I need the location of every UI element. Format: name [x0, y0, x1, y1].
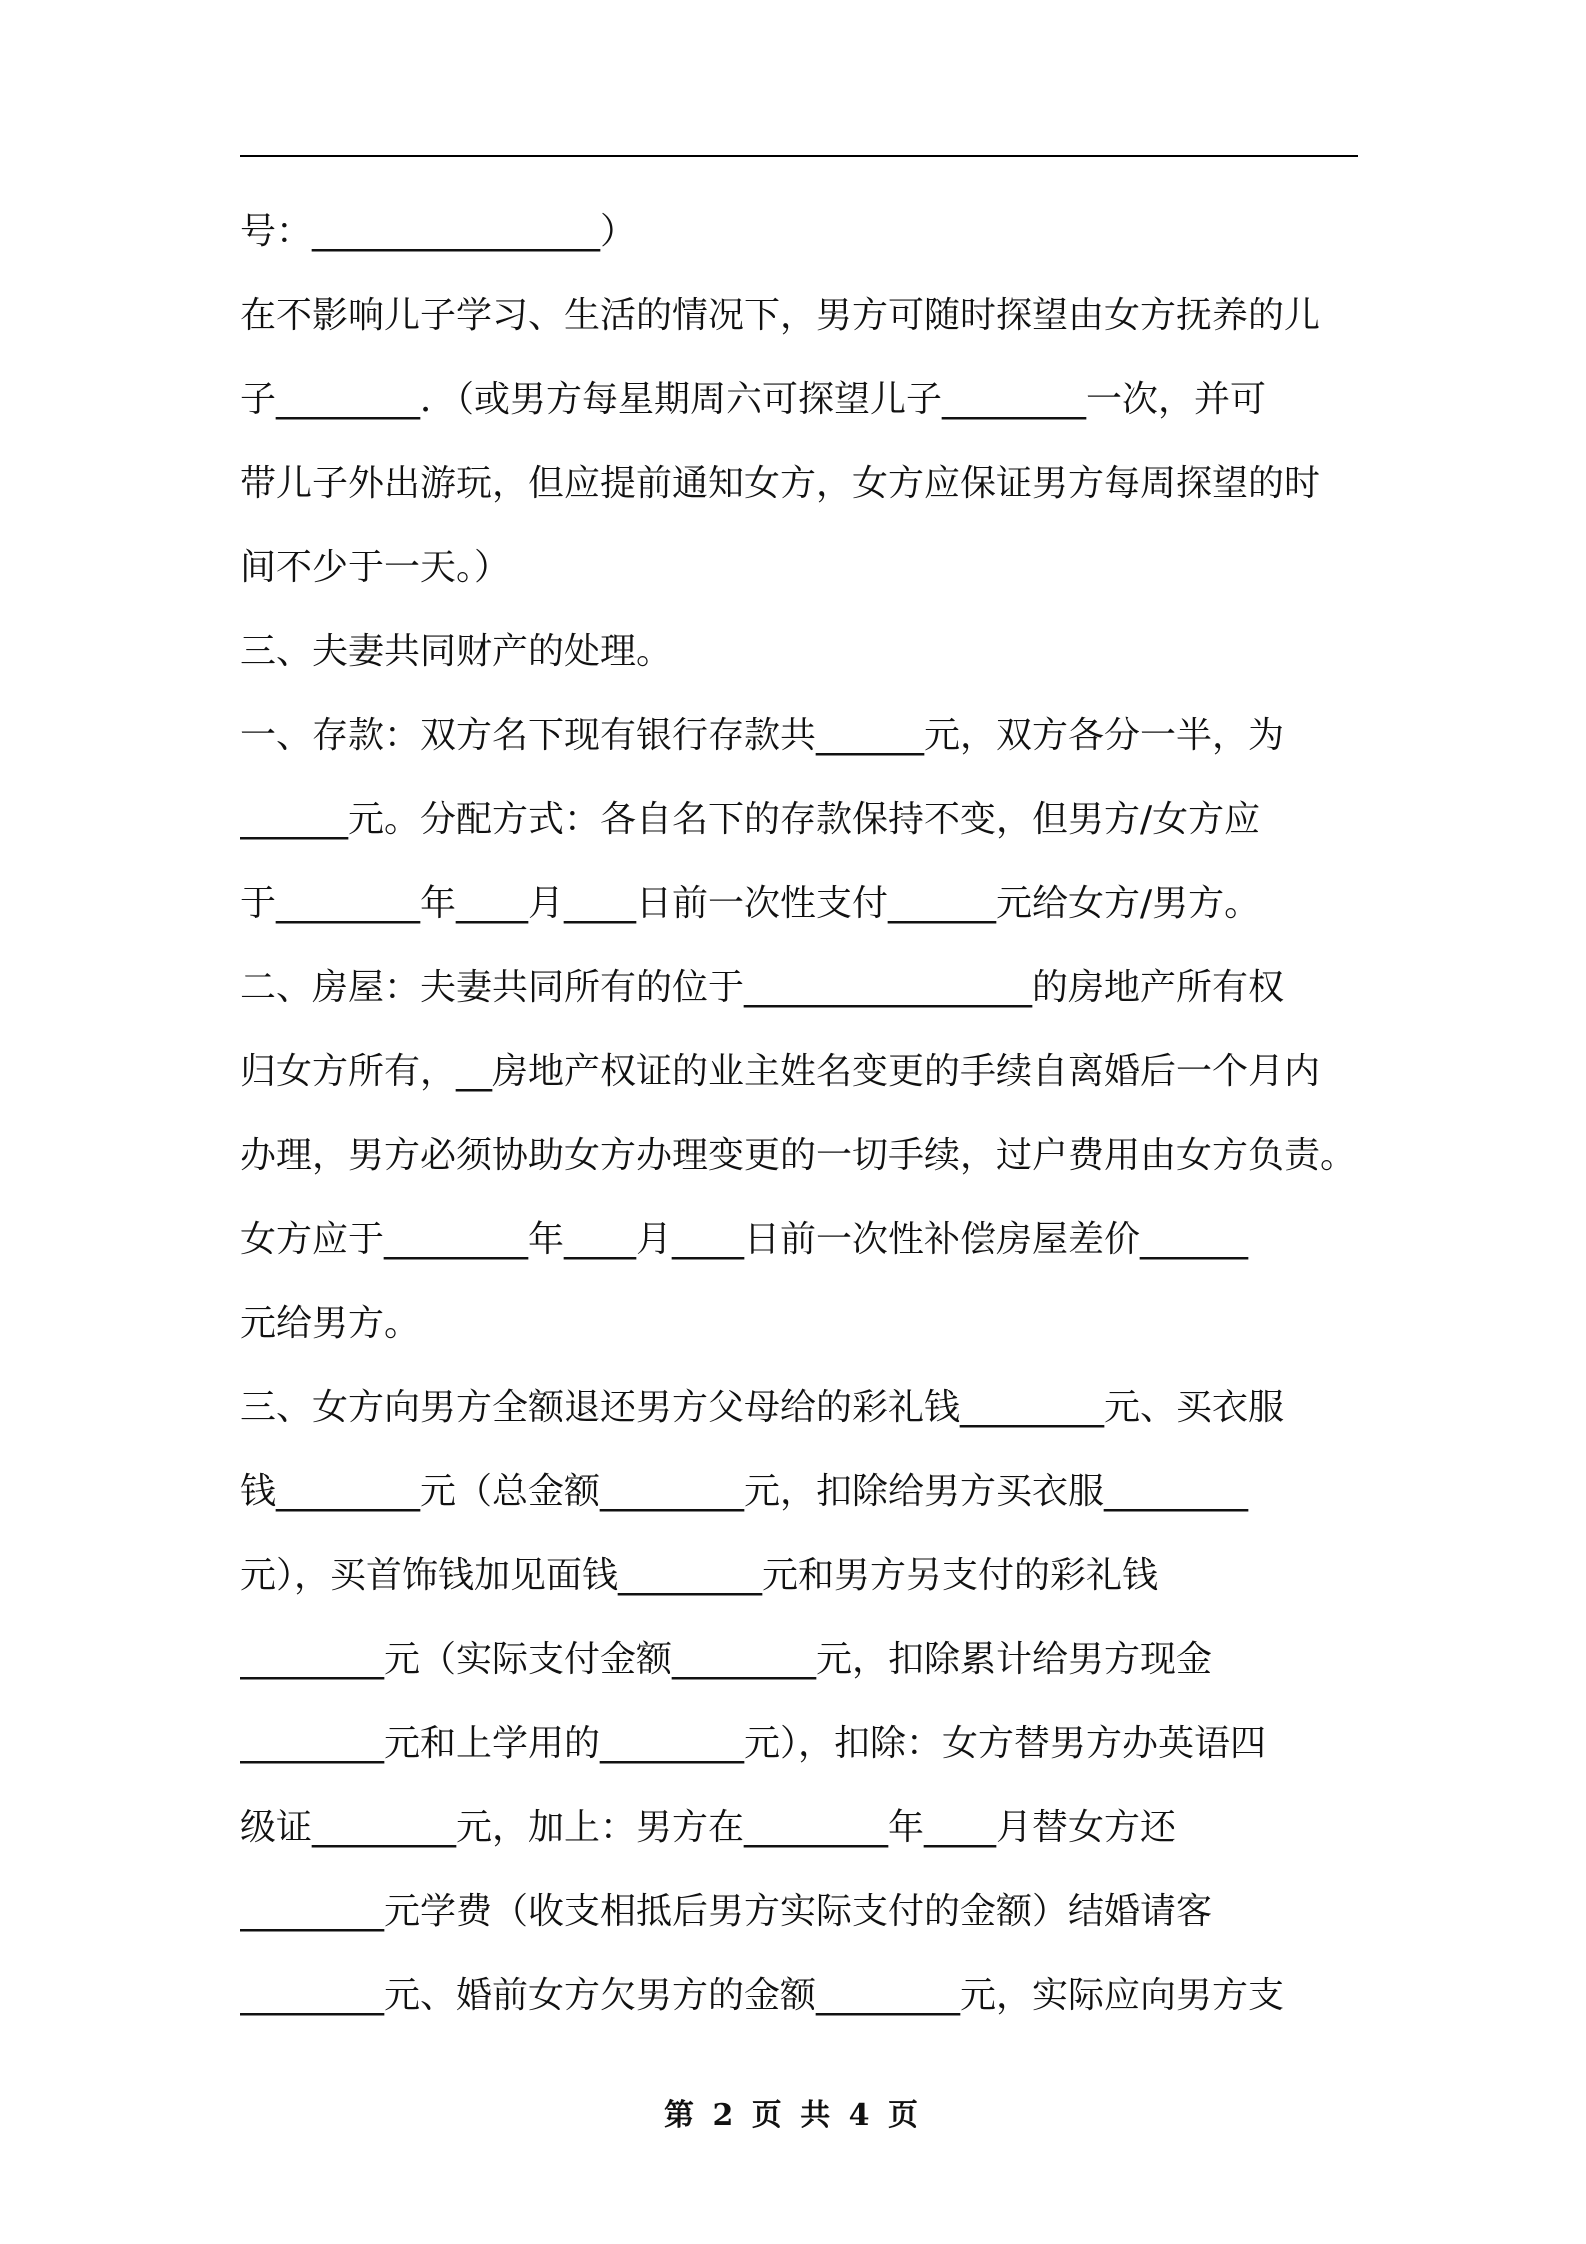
text-line: 于________年____月____日前一次性支付______元给女方/男方。 — [240, 883, 1261, 924]
header-rule — [240, 155, 1358, 157]
text-line: ________元学费（收支相抵后男方实际支付的金额）结婚请客 — [240, 1891, 1213, 1932]
text-line: 钱________元（总金额________元，扣除给男方买衣服________ — [240, 1471, 1249, 1512]
text-line: ________元、婚前女方欠男方的金额________元，实际应向男方支 — [240, 1975, 1285, 2016]
page-number: 第 2 页 共 4 页 — [664, 2098, 922, 2133]
text-line: 元给男方。 — [240, 1303, 421, 1344]
text-line: 二、房屋：夫妻共同所有的位于________________的房地产所有权 — [240, 967, 1285, 1008]
document-body — [240, 190, 1360, 2038]
text-line: 归女方所有，__房地产权证的业主姓名变更的手续自离婚后一个月内 — [240, 1051, 1321, 1092]
text-line: ______元。分配方式：各自名下的存款保持不变，但男方/女方应 — [240, 799, 1261, 840]
text-line: 带儿子外出游玩，但应提前通知女方，女方应保证男方每周探望的时 — [240, 463, 1321, 504]
text-line: ________元（实际支付金额________元，扣除累计给男方现金 — [240, 1639, 1213, 1680]
text-line: 子________．（或男方每星期周六可探望儿子________一次，并可 — [240, 379, 1267, 420]
text-line: 一、存款：双方名下现有银行存款共______元，双方各分一半，为 — [240, 715, 1285, 756]
text-line: 间不少于一天。） — [240, 547, 511, 588]
section-heading: 三、夫妻共同财产的处理。 — [240, 631, 673, 672]
text-line: 元），买首饰钱加见面钱________元和男方另支付的彩礼钱 — [240, 1555, 1159, 1596]
text-line: ________元和上学用的________元），扣除：女方替男方办英语四 — [240, 1723, 1267, 1764]
text-line: 办理，男方必须协助女方办理变更的一切手续，过户费用由女方负责。 — [240, 1135, 1357, 1176]
text-line: 在不影响儿子学习、生活的情况下，男方可随时探望由女方抚养的儿 — [240, 295, 1321, 336]
text-line: 号：________________） — [240, 211, 637, 252]
text-line: 三、女方向男方全额退还男方父母给的彩礼钱________元、买衣服 — [240, 1387, 1285, 1428]
text-line: 级证________元，加上：男方在________年____月替女方还 — [240, 1807, 1177, 1848]
text-line: 女方应于________年____月____日前一次性补偿房屋差价______ — [240, 1219, 1249, 1260]
